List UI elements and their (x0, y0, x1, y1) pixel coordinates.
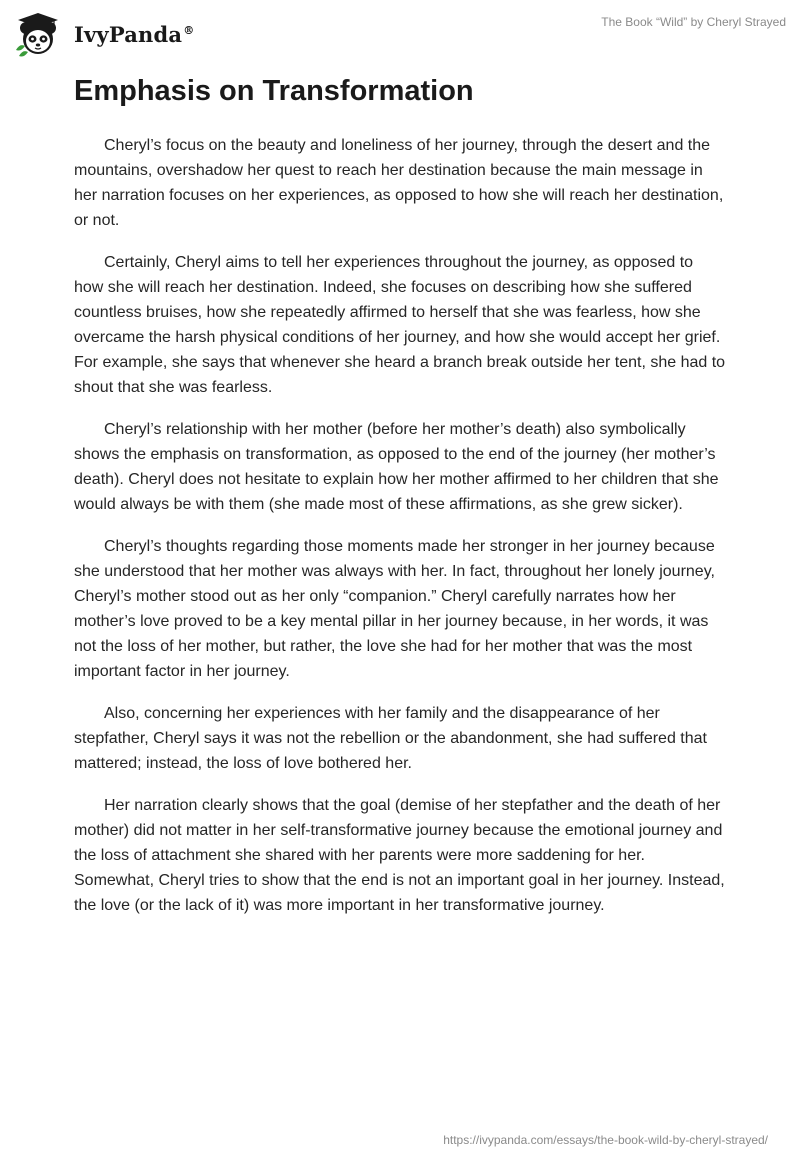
paragraph-2: Certainly, Cheryl aims to tell her experiences throughout the journey, as opposed to how she will reach her destination. Indeed, she focuses on describing how she suffered countless bruises, how she repeatedly affirmed to herself that she was fearless, how she overcame the harsh physical conditions of her journey, and how she would accept her grief. For example, she says that whenever she heard a branch break outside her tent, she had to shout that she was fearless. (74, 254, 726, 396)
panda-graduate-icon (14, 10, 66, 58)
page-header (14, 8, 786, 60)
paragraph-5: Also, concerning her experiences with her family and the disappearance of her stepfather, Cheryl says it was not the rebellion or the abandonment, she had suffered that mattered; instead, the loss of love bothered her. (74, 705, 707, 772)
document-title: The Book “Wild” by Cheryl Strayed (601, 15, 786, 29)
ivypanda-logo[interactable] (14, 8, 194, 60)
paragraph-4: Cheryl’s thoughts regarding those moments made her stronger in her journey because she understood that her mother was always with her. In fact, throughout her lonely journey, Cheryl’s mother stood out as her only “companion.” Cheryl carefully narrates how her mother’s love proved to be a key mental pillar in her journey because, in her words, it was not the loss of her mother, but rather, the love she had for her mother that was the most important factor in her journey. (74, 538, 715, 680)
registered-mark: ® (183, 23, 195, 37)
paragraph-3: Cheryl’s relationship with her mother (before her mother’s death) also symbolically shows the emphasis on transformation, as opposed to the end of the journey (her mother’s death). Cheryl does not hesitate to explain how her mother affirmed to her children that she would always be with them (she made most of these affirmations, as she grew sicker). (74, 421, 719, 513)
brand-name (74, 22, 194, 47)
source-url-link[interactable]: https://ivypanda.com/essays/the-book-wild-by-cheryl-strayed/ (443, 1133, 768, 1147)
brand-text: IvyPanda (74, 21, 183, 47)
section-heading: Emphasis on Transformation (74, 75, 474, 107)
paragraph-6: Her narration clearly shows that the goal (demise of her stepfather and the death of her mother) did not matter in her self-transformative journey because the emotional journey and the loss of attachment she shared with her parents were more saddening for her. Somewhat, Cheryl tries to show that the end is not an important goal in her journey. Instead, the love (or the lack of it) was more important in her transformative journey. (74, 797, 725, 914)
article-content (74, 72, 726, 935)
paragraph-1: Cheryl’s focus on the beauty and loneliness of her journey, through the desert and the mountains, overshadow her quest to reach her destination because the main message in her narration focuses on her experiences, as opposed to how she will reach her destination, or not. (74, 137, 724, 229)
